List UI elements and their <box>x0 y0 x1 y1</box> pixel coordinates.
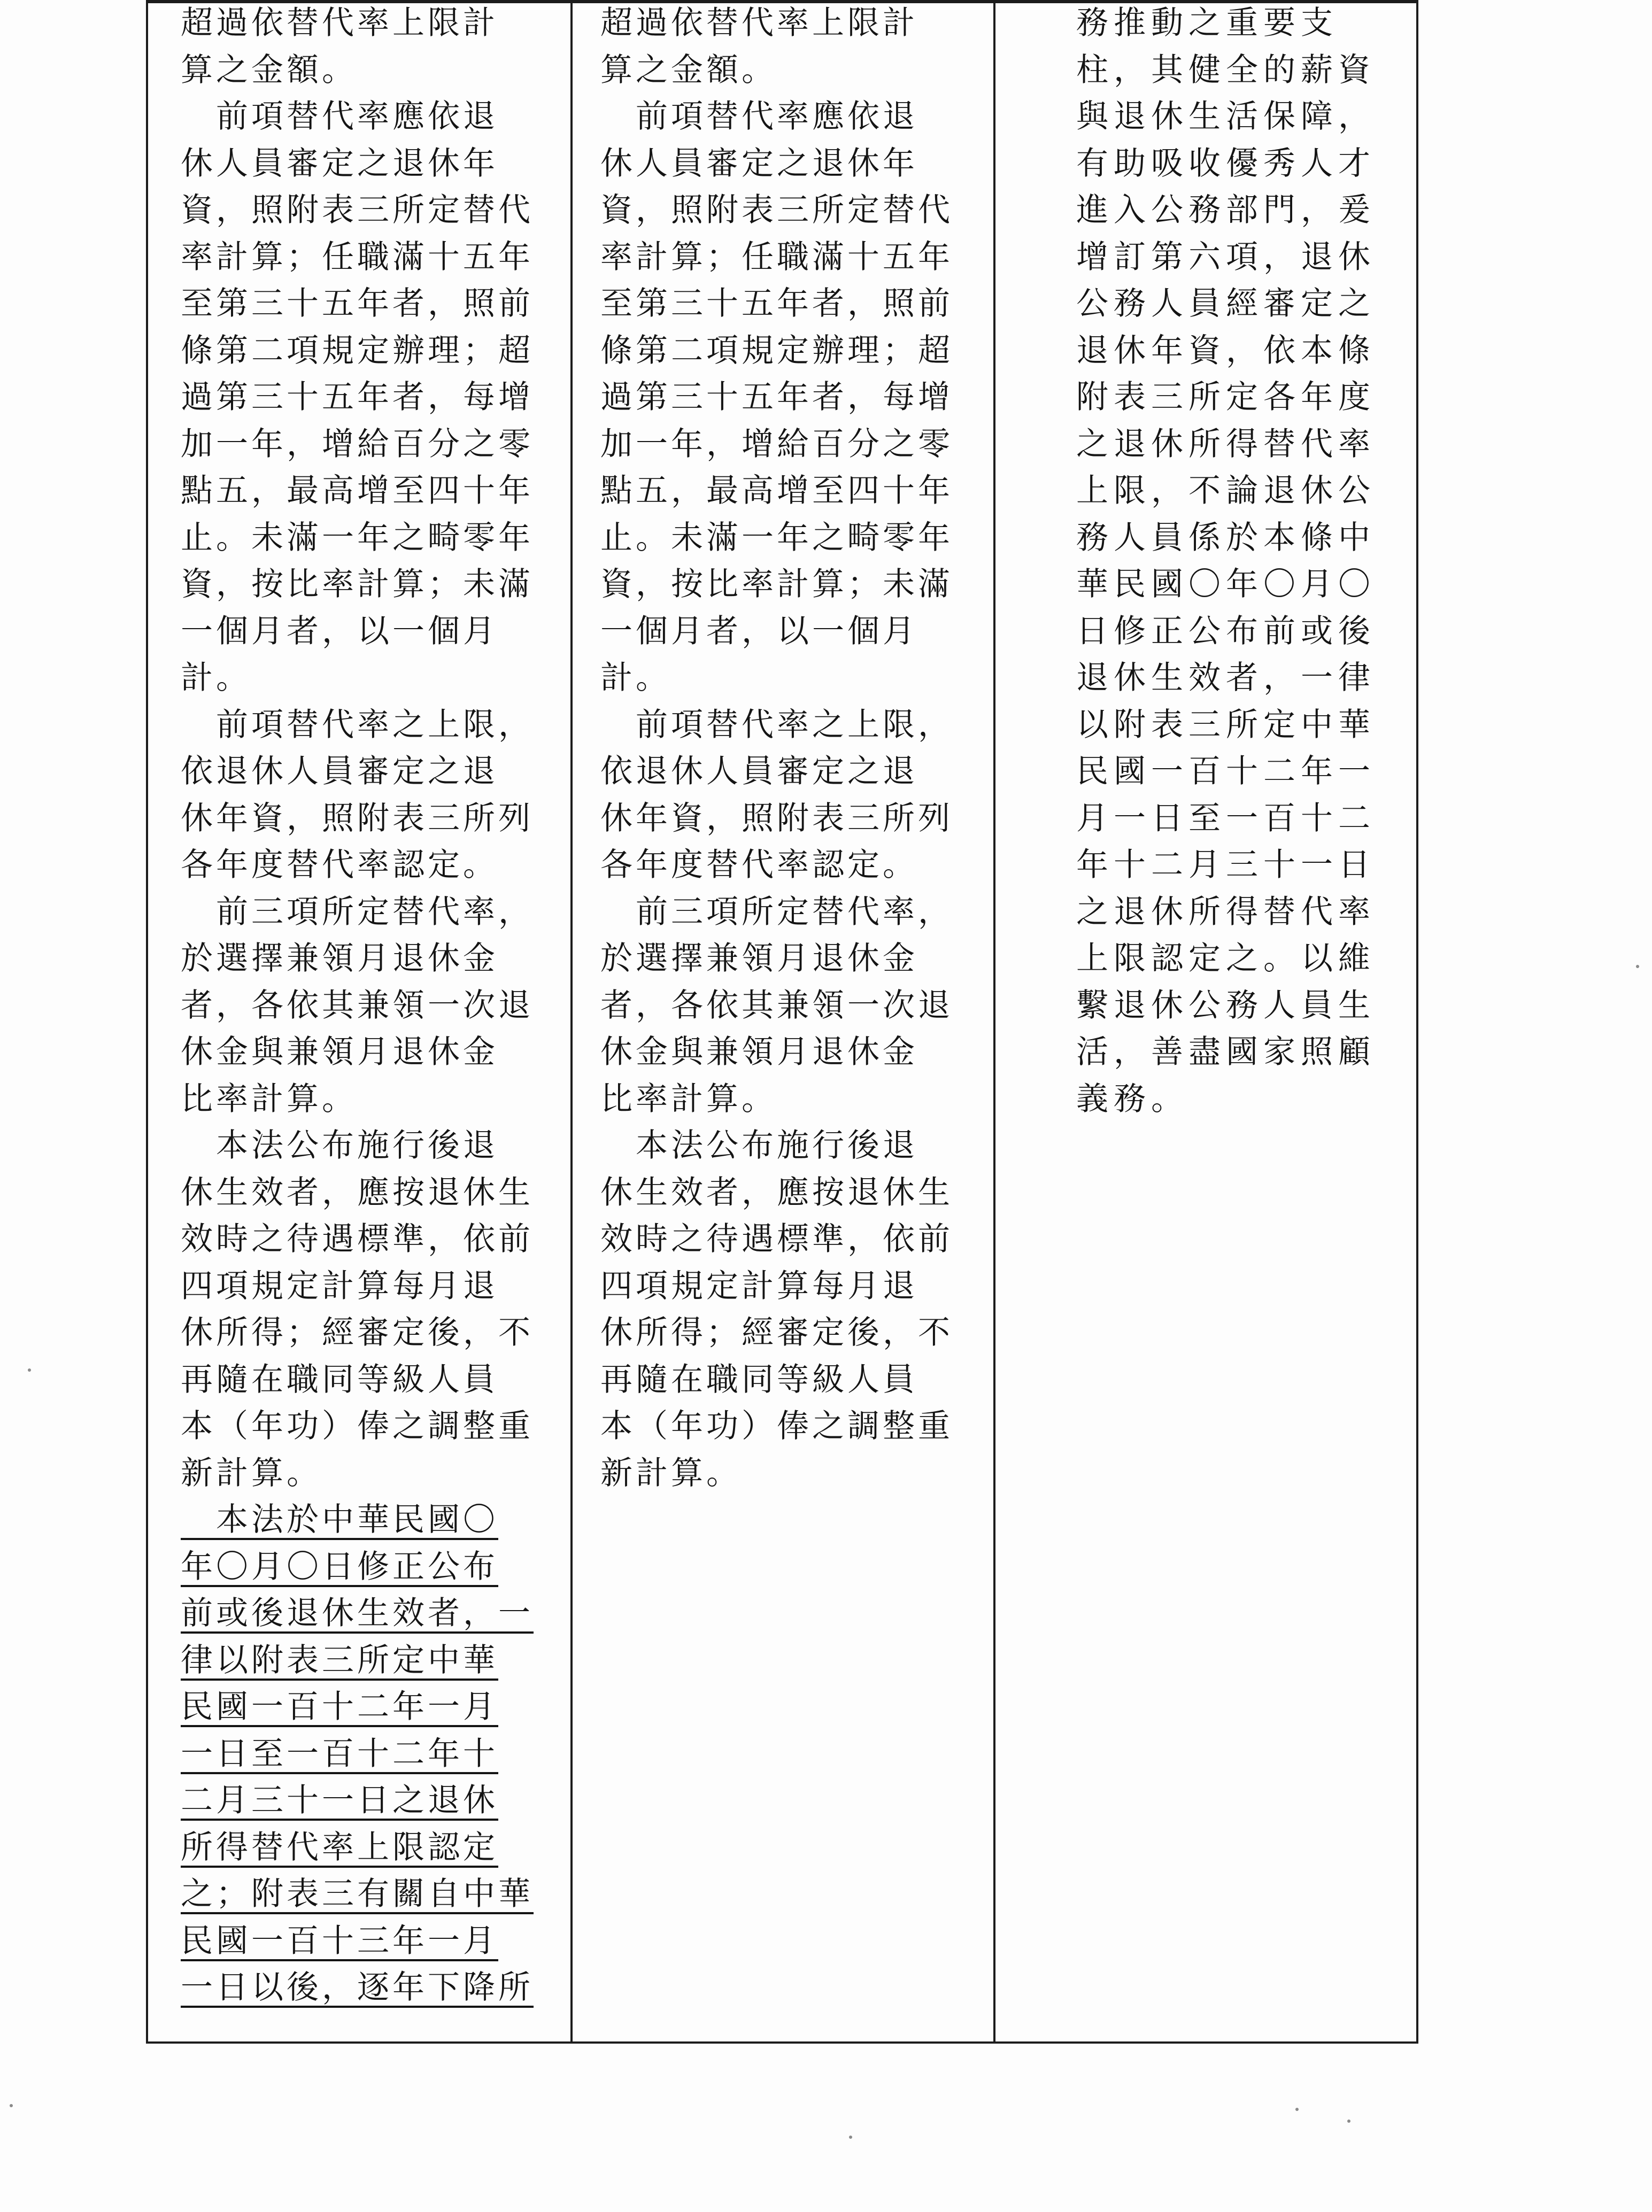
amended-underlined-text: 一日以後，逐年下降所 <box>181 1969 534 2006</box>
line-text: 義務。 <box>1076 1080 1188 1118</box>
line-text: 本（年功）俸之調整重 <box>600 1407 953 1445</box>
line-text: 點五，最高增至四十年 <box>181 472 534 509</box>
text-line <box>600 468 962 515</box>
text-line <box>1076 374 1408 421</box>
text-line <box>181 515 542 562</box>
text-line <box>600 889 962 936</box>
line-text: 加一年，增給百分之零 <box>181 425 534 463</box>
text-line <box>600 141 962 188</box>
text-line <box>181 935 542 983</box>
text-line <box>1076 1029 1408 1076</box>
column-divider <box>570 0 573 2044</box>
line-text: 一個月者，以一個月 <box>181 612 498 650</box>
text-line <box>181 1777 542 1824</box>
line-text: 有助吸收優秀人才 <box>1076 144 1376 182</box>
line-text: 再隨在職同等級人員 <box>181 1360 498 1398</box>
text-line <box>181 374 542 421</box>
line-text: 依退休人員審定之退 <box>181 753 498 790</box>
text-line <box>1076 608 1408 655</box>
line-text: 上限認定之。以維 <box>1076 940 1376 977</box>
line-text: 四項規定計算每月退 <box>600 1267 918 1305</box>
text-line <box>1076 748 1408 795</box>
text-line <box>181 983 542 1030</box>
text-line <box>600 702 962 749</box>
line-text: 至第三十五年者，照前 <box>600 285 953 322</box>
text-line <box>181 1076 542 1123</box>
text-line <box>1076 328 1408 375</box>
text-line <box>181 1637 542 1684</box>
text-line <box>181 0 542 47</box>
text-line <box>600 1123 962 1170</box>
scan-speck <box>10 2104 13 2107</box>
line-text: 休金與兼領月退休金 <box>181 1033 498 1071</box>
line-text: 各年度替代率認定。 <box>181 846 498 884</box>
line-text: 休年資，照附表三所列 <box>181 799 534 837</box>
line-text: 附表三所定各年度 <box>1076 378 1376 416</box>
line-text: 公務人員經審定之 <box>1076 285 1376 322</box>
scan-speck <box>28 1368 31 1372</box>
amended-underlined-text: 前或後退休生效者，一 <box>181 1595 534 1632</box>
text-line <box>181 608 542 655</box>
line-text: 休人員審定之退休年 <box>181 144 498 182</box>
text-line <box>1076 983 1408 1030</box>
line-text: 前項替代率應依退 <box>600 98 918 135</box>
text-line <box>1076 655 1408 702</box>
line-text: 於選擇兼領月退休金 <box>600 940 918 977</box>
text-line <box>1076 889 1408 936</box>
line-text: 休生效者，應按退休生 <box>181 1173 534 1211</box>
text-line <box>181 842 542 889</box>
text-line <box>600 94 962 141</box>
line-text: 月一日至一百十二 <box>1076 799 1376 837</box>
line-text: 過第三十五年者，每增 <box>181 378 534 416</box>
text-line <box>600 187 962 234</box>
text-line <box>181 47 542 94</box>
text-line <box>600 1403 962 1450</box>
line-text: 一個月者，以一個月 <box>600 612 918 650</box>
line-text: 之退休所得替代率 <box>1076 425 1376 463</box>
line-text: 四項規定計算每月退 <box>181 1267 498 1305</box>
line-text: 計。 <box>600 659 671 697</box>
text-line <box>600 935 962 983</box>
line-text: 者，各依其兼領一次退 <box>600 986 953 1024</box>
text-line <box>600 1170 962 1217</box>
text-line <box>181 655 542 702</box>
text-line <box>181 1263 542 1310</box>
line-text: 前項替代率應依退 <box>181 98 498 135</box>
text-line <box>181 328 542 375</box>
line-text: 本（年功）俸之調整重 <box>181 1407 534 1445</box>
line-text: 年十二月三十一日 <box>1076 846 1376 884</box>
text-line <box>600 795 962 842</box>
text-line <box>600 1216 962 1263</box>
line-text: 上限，不論退休公 <box>1076 472 1376 509</box>
text-line <box>1076 234 1408 281</box>
amended-underlined-text: 民國一百十三年一月 <box>181 1922 498 1960</box>
text-line <box>181 421 542 468</box>
text-line <box>181 748 542 795</box>
text-line <box>181 468 542 515</box>
line-text: 本法公布施行後退 <box>181 1127 498 1164</box>
text-line <box>181 281 542 328</box>
text-line <box>600 47 962 94</box>
line-text: 柱，其健全的薪資 <box>1076 51 1376 89</box>
text-line <box>1076 561 1408 608</box>
text-line <box>1076 281 1408 328</box>
amended-underlined-text: 之；附表三有關自中華 <box>181 1875 534 1913</box>
line-text: 進入公務部門，爰 <box>1076 191 1376 229</box>
line-text: 於選擇兼領月退休金 <box>181 940 498 977</box>
amended-underlined-text: 民國一百十二年一月 <box>181 1688 498 1726</box>
line-text: 計。 <box>181 659 251 697</box>
line-text: 條第二項規定辦理；超 <box>181 331 534 369</box>
text-line <box>600 328 962 375</box>
line-text: 休生效者，應按退休生 <box>600 1173 953 1211</box>
line-text: 點五，最高增至四十年 <box>600 472 953 509</box>
text-line <box>181 1684 542 1731</box>
amended-underlined-text: 本法於中華民國〇 <box>181 1501 498 1538</box>
text-line <box>600 1263 962 1310</box>
text-line <box>181 1824 542 1871</box>
line-text: 民國一百十二年一 <box>1076 753 1376 790</box>
line-text: 資，按比率計算；未滿 <box>600 566 953 603</box>
line-text: 效時之待遇標準，依前 <box>181 1220 534 1258</box>
text-line <box>181 1731 542 1778</box>
text-line <box>1076 1076 1408 1123</box>
text-line <box>1076 842 1408 889</box>
line-text: 率計算；任職滿十五年 <box>181 238 534 276</box>
text-line <box>181 1497 542 1544</box>
text-line <box>600 561 962 608</box>
text-line <box>600 0 962 47</box>
text-line <box>1076 141 1408 188</box>
text-line <box>1076 702 1408 749</box>
line-text: 資，按比率計算；未滿 <box>181 566 534 603</box>
line-text: 加一年，增給百分之零 <box>600 425 953 463</box>
text-line <box>181 187 542 234</box>
line-text: 條第二項規定辦理；超 <box>600 331 953 369</box>
text-line <box>181 561 542 608</box>
text-line <box>181 1964 542 2012</box>
line-text: 增訂第六項，退休 <box>1076 238 1376 276</box>
amended-underlined-text: 所得替代率上限認定 <box>181 1828 498 1866</box>
text-line <box>181 234 542 281</box>
line-text: 之退休所得替代率 <box>1076 893 1376 931</box>
text-line <box>181 1403 542 1450</box>
text-line <box>1076 795 1408 842</box>
line-text: 超過依替代率上限計 <box>600 4 918 42</box>
line-text: 前三項所定替代率， <box>181 893 534 931</box>
line-text: 新計算。 <box>181 1454 322 1492</box>
line-text: 務人員係於本條中 <box>1076 519 1376 556</box>
line-text: 活，善盡國家照顧 <box>1076 1033 1376 1071</box>
text-line <box>600 281 962 328</box>
text-line <box>600 983 962 1030</box>
text-line <box>600 234 962 281</box>
text-line <box>1076 468 1408 515</box>
amended-underlined-text: 一日至一百十二年十 <box>181 1735 498 1773</box>
text-line <box>600 515 962 562</box>
line-text: 算之金額。 <box>181 51 357 89</box>
text-line <box>181 1310 542 1357</box>
line-text: 資，照附表三所定替代 <box>181 191 534 229</box>
line-text: 退休年資，依本條 <box>1076 331 1376 369</box>
current-text-column <box>600 0 962 2039</box>
text-line <box>600 748 962 795</box>
text-line <box>1076 0 1408 47</box>
line-text: 效時之待遇標準，依前 <box>600 1220 953 1258</box>
line-text: 退休生效者，一律 <box>1076 659 1376 697</box>
text-line <box>181 702 542 749</box>
line-text: 休所得；經審定後，不 <box>181 1314 534 1351</box>
text-line <box>1076 515 1408 562</box>
text-line <box>181 1123 542 1170</box>
text-line <box>600 374 962 421</box>
text-line <box>600 655 962 702</box>
line-text: 務推動之重要支 <box>1076 4 1338 42</box>
text-line <box>181 1544 542 1591</box>
text-line <box>600 1076 962 1123</box>
amended-underlined-text: 年〇月〇日修正公布 <box>181 1548 498 1585</box>
line-text: 本法公布施行後退 <box>600 1127 918 1164</box>
text-line <box>181 1590 542 1637</box>
text-line <box>181 1170 542 1217</box>
text-line <box>181 1871 542 1918</box>
scan-speck <box>1295 2108 1299 2111</box>
text-line <box>600 421 962 468</box>
text-line <box>181 1918 542 1965</box>
line-text: 止。未滿一年之畸零年 <box>600 519 953 556</box>
text-line <box>600 1029 962 1076</box>
line-text: 休人員審定之退休年 <box>600 144 918 182</box>
line-text: 休金與兼領月退休金 <box>600 1033 918 1071</box>
text-line <box>181 1357 542 1404</box>
text-line <box>181 1029 542 1076</box>
scan-speck <box>1347 2120 1350 2123</box>
amended-underlined-text: 律以附表三所定中華 <box>181 1641 498 1679</box>
text-line <box>600 1310 962 1357</box>
line-text: 日修正公布前或後 <box>1076 612 1376 650</box>
line-text: 與退休生活保障， <box>1076 98 1376 135</box>
text-line <box>181 1450 542 1497</box>
line-text: 比率計算。 <box>181 1080 357 1118</box>
line-text: 止。未滿一年之畸零年 <box>181 519 534 556</box>
text-line <box>1076 935 1408 983</box>
text-line <box>181 94 542 141</box>
line-text: 休年資，照附表三所列 <box>600 799 953 837</box>
scan-speck <box>849 2136 852 2139</box>
line-text: 過第三十五年者，每增 <box>600 378 953 416</box>
line-text: 前項替代率之上限， <box>181 706 534 744</box>
text-line <box>181 889 542 936</box>
text-line <box>1076 421 1408 468</box>
scan-speck <box>1636 965 1639 968</box>
line-text: 華民國〇年〇月〇 <box>1076 566 1376 603</box>
line-text: 前項替代率之上限， <box>600 706 953 744</box>
text-line <box>1076 47 1408 94</box>
text-line <box>600 1450 962 1497</box>
line-text: 超過依替代率上限計 <box>181 4 498 42</box>
amended-text-column <box>181 0 542 2039</box>
line-text: 依退休人員審定之退 <box>600 753 918 790</box>
text-line <box>1076 94 1408 141</box>
line-text: 繫退休公務人員生 <box>1076 986 1376 1024</box>
text-line <box>181 141 542 188</box>
text-line <box>600 1357 962 1404</box>
line-text: 前三項所定替代率， <box>600 893 953 931</box>
text-line <box>600 608 962 655</box>
column-divider <box>993 0 995 2044</box>
line-text: 至第三十五年者，照前 <box>181 285 534 322</box>
text-line <box>181 795 542 842</box>
explanation-column <box>1076 0 1408 2039</box>
line-text: 新計算。 <box>600 1454 742 1492</box>
line-text: 比率計算。 <box>600 1080 777 1118</box>
line-text: 算之金額。 <box>600 51 777 89</box>
line-text: 率計算；任職滿十五年 <box>600 238 953 276</box>
line-text: 再隨在職同等級人員 <box>600 1360 918 1398</box>
text-line <box>600 842 962 889</box>
line-text: 以附表三所定中華 <box>1076 706 1376 744</box>
text-line <box>181 1216 542 1263</box>
line-text: 者，各依其兼領一次退 <box>181 986 534 1024</box>
line-text: 休所得；經審定後，不 <box>600 1314 953 1351</box>
text-line <box>1076 187 1408 234</box>
amended-underlined-text: 二月三十一日之退休 <box>181 1782 498 1819</box>
line-text: 資，照附表三所定替代 <box>600 191 953 229</box>
line-text: 各年度替代率認定。 <box>600 846 918 884</box>
